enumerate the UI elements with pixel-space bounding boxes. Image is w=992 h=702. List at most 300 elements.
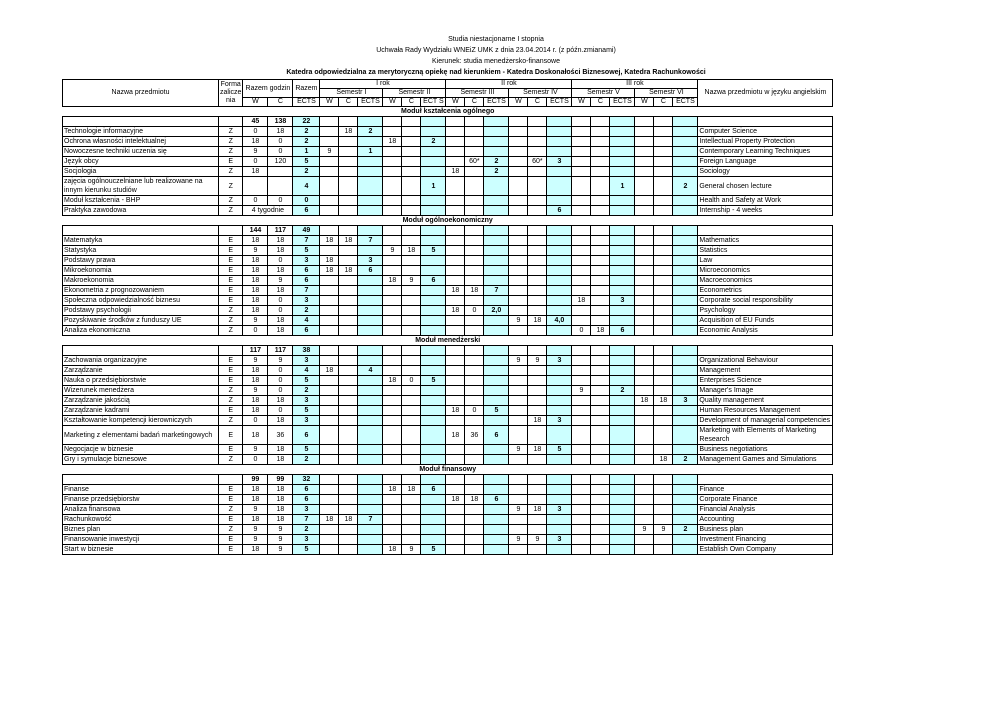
subject-row [63, 495, 833, 505]
s3-ects-header: ECTS [484, 98, 509, 107]
semester-hours [383, 296, 402, 306]
semester-hours [446, 396, 465, 406]
semester-ects [358, 505, 383, 515]
semester-ects [421, 256, 446, 266]
semester-hours [402, 316, 421, 326]
semester-hours [383, 445, 402, 455]
semester-hours [339, 406, 358, 416]
subject-row [63, 326, 833, 336]
lecture-hours: 18 [243, 426, 268, 445]
semester-ects [547, 276, 572, 286]
semester-hours: 18 [383, 137, 402, 147]
semester-hours [654, 236, 673, 246]
subject-row [63, 535, 833, 545]
s4-ects-header: ECTS [547, 98, 572, 107]
semester-ects [421, 236, 446, 246]
totals-semester-cell [610, 226, 635, 236]
semester-hours [446, 326, 465, 336]
subject-name: Społeczna odpowiedzialność biznesu [63, 296, 219, 306]
semester-hours [591, 416, 610, 426]
semester-ects: 3 [610, 296, 635, 306]
semester-hours [572, 426, 591, 445]
subject-name: Kształtowanie kompetencji kierowniczych [63, 416, 219, 426]
semester-hours: 18 [320, 236, 339, 246]
semester-hours [591, 455, 610, 465]
semester-hours [383, 286, 402, 296]
semester-hours [446, 525, 465, 535]
semester-hours [572, 406, 591, 416]
subject-name: Matematyka [63, 236, 219, 246]
semester-ects [547, 326, 572, 336]
semester-ects [421, 416, 446, 426]
semester-ects: 6 [421, 276, 446, 286]
year1-header: I rok [320, 80, 446, 89]
semester-hours [465, 276, 484, 286]
semester-hours [339, 535, 358, 545]
semester-hours [528, 386, 547, 396]
semester5-header: Semestr V [572, 89, 635, 98]
semester-ects [358, 356, 383, 366]
semester-ects [673, 196, 698, 206]
s4-c-header: Ć [528, 98, 547, 107]
assessment-form: Z [219, 326, 243, 336]
lecture-hours: 18 [243, 515, 268, 525]
english-subject-name: Business plan [698, 525, 833, 535]
semester-ects [610, 236, 635, 246]
semester-ects: 3 [358, 256, 383, 266]
semester-hours [635, 505, 654, 515]
semester-hours [446, 515, 465, 525]
s6-ects-header: ECTS [673, 98, 698, 107]
semester-hours [635, 256, 654, 266]
semester-ects [484, 326, 509, 336]
semester-ects [547, 515, 572, 525]
subject-row [63, 455, 833, 465]
totals-semester-cell [654, 226, 673, 236]
semester-hours [591, 545, 610, 555]
exercise-hours: 18 [268, 445, 293, 455]
semester-ects [547, 167, 572, 177]
semester-hours: 18 [572, 296, 591, 306]
semester-ects [358, 426, 383, 445]
semester-ects [610, 356, 635, 366]
semester-hours [591, 196, 610, 206]
semester-ects [484, 316, 509, 326]
section-header-row [63, 465, 833, 475]
semester-ects [547, 406, 572, 416]
subject-name: Rachunkowość [63, 515, 219, 525]
assessment-form: Z [219, 416, 243, 426]
semester-ects: 2 [484, 157, 509, 167]
semester-ects [610, 515, 635, 525]
subject-ects: 6 [293, 266, 320, 276]
semester-hours: 0 [572, 326, 591, 336]
semester-hours [465, 376, 484, 386]
resolution-line: Uchwała Rady Wydziału WNEiZ UMK z dnia 23.04.2014 r. (z późn.zmianami) [376, 47, 616, 54]
subject-row [63, 177, 833, 196]
semester-hours: 9 [509, 505, 528, 515]
lecture-hours: 18 [243, 366, 268, 376]
semester-hours [654, 256, 673, 266]
subject-row [63, 196, 833, 206]
semester-hours [509, 256, 528, 266]
exercise-hours: 9 [268, 545, 293, 555]
semester-hours [528, 426, 547, 445]
semester-ects [358, 246, 383, 256]
assessment-form: E [219, 256, 243, 266]
semester-hours [509, 366, 528, 376]
english-subject-name: General chosen lecture [698, 177, 833, 196]
semester-ects [421, 366, 446, 376]
semester-ects [673, 256, 698, 266]
semester-ects [421, 316, 446, 326]
subject-ects: 5 [293, 246, 320, 256]
semester-ects [421, 455, 446, 465]
semester-hours [402, 525, 421, 535]
assessment-form: E [219, 276, 243, 286]
english-subject-name: Sociology [698, 167, 833, 177]
totals-semester-cell [402, 226, 421, 236]
subject-ects: 6 [293, 276, 320, 286]
semester-hours: 18 [635, 396, 654, 406]
semester-hours [509, 485, 528, 495]
semester-hours [635, 306, 654, 316]
total-lecture-hours: 99 [243, 475, 268, 485]
semester-hours: 9 [509, 356, 528, 366]
subject-ects: 5 [293, 376, 320, 386]
semester-hours [654, 376, 673, 386]
lecture-hours: 9 [243, 316, 268, 326]
semester-hours [383, 426, 402, 445]
semester-hours [591, 406, 610, 416]
semester-hours [446, 455, 465, 465]
semester-hours [465, 246, 484, 256]
semester-hours: 18 [383, 545, 402, 555]
lecture-hours: 0 [243, 196, 268, 206]
totals-semester-cell [547, 226, 572, 236]
semester-hours [572, 286, 591, 296]
semester-hours [509, 455, 528, 465]
semester-ects [484, 266, 509, 276]
subject-row [63, 256, 833, 266]
semester3-header: Semestr III [446, 89, 509, 98]
semester-ects [610, 426, 635, 445]
semester-hours [509, 386, 528, 396]
semester-hours [528, 406, 547, 416]
semester-hours [572, 266, 591, 276]
semester-hours [591, 356, 610, 366]
totals-semester-cell [610, 117, 635, 127]
subject-row [63, 396, 833, 406]
semester-hours [591, 147, 610, 157]
totals-semester-cell [465, 226, 484, 236]
semester-hours [446, 296, 465, 306]
exercise-hours [268, 167, 293, 177]
semester6-header: Semestr VI [635, 89, 698, 98]
subject-name: Statystyka [63, 246, 219, 256]
semester-hours [383, 525, 402, 535]
semester-hours [465, 236, 484, 246]
semester-hours [465, 545, 484, 555]
semester-hours [446, 505, 465, 515]
lecture-hours: 18 [243, 167, 268, 177]
semester-hours [654, 276, 673, 286]
semester-hours [402, 445, 421, 455]
semester-ects [484, 276, 509, 286]
semester-hours [339, 246, 358, 256]
semester-ects [673, 266, 698, 276]
lecture-hours: 18 [243, 286, 268, 296]
subject-name: Nowoczesne techniki uczenia się [63, 147, 219, 157]
semester-hours: 18 [528, 316, 547, 326]
semester-hours [402, 386, 421, 396]
semester-hours [572, 147, 591, 157]
lecture-hours: 18 [243, 296, 268, 306]
english-subject-name: Organizational Behaviour [698, 356, 833, 366]
semester-hours [465, 515, 484, 525]
semester-hours [339, 147, 358, 157]
semester-hours [591, 376, 610, 386]
semester-ects [421, 426, 446, 445]
semester-ects: 5 [421, 246, 446, 256]
subject-name: Zachowania organizacyjne [63, 356, 219, 366]
semester-ects [421, 356, 446, 366]
totals-semester-cell [484, 475, 509, 485]
totals-semester-cell [547, 117, 572, 127]
semester-hours [509, 286, 528, 296]
totals-semester-cell [320, 117, 339, 127]
lecture-hours: 9 [243, 445, 268, 455]
semester-ects [358, 196, 383, 206]
semester-ects [547, 296, 572, 306]
totals-semester-cell [446, 226, 465, 236]
subject-row [63, 356, 833, 366]
totals-semester-cell [465, 117, 484, 127]
semester-ects [484, 147, 509, 157]
semester-ects [547, 366, 572, 376]
subject-ects: 3 [293, 535, 320, 545]
semester-ects: 7 [358, 515, 383, 525]
exercise-hours: 18 [268, 127, 293, 137]
semester-hours: 18 [383, 376, 402, 386]
semester-ects [547, 147, 572, 157]
semester-ects: 6 [421, 485, 446, 495]
lecture-hours: 18 [243, 276, 268, 286]
semester-hours: 36 [465, 426, 484, 445]
semester-ects [484, 525, 509, 535]
semester-hours [446, 137, 465, 147]
semester-hours [320, 127, 339, 137]
lecture-hours: 0 [243, 416, 268, 426]
semester-ects [358, 137, 383, 147]
semester-ects [673, 416, 698, 426]
semester-ects [358, 545, 383, 555]
totals-semester-cell [358, 346, 383, 356]
semester-hours [635, 177, 654, 196]
semester-ects: 4,0 [547, 316, 572, 326]
subject-row [63, 416, 833, 426]
semester-hours [509, 167, 528, 177]
semester-hours [591, 157, 610, 167]
semester-ects [358, 376, 383, 386]
subject-name: Finanse przedsiębiorstw [63, 495, 219, 505]
english-subject-name: Economic Analysis [698, 326, 833, 336]
semester-ects [484, 366, 509, 376]
semester-hours [572, 356, 591, 366]
subject-row [63, 236, 833, 246]
semester-ects [358, 495, 383, 505]
totals-semester-cell [591, 475, 610, 485]
semester-ects [547, 396, 572, 406]
semester-hours [509, 296, 528, 306]
lecture-hours: 0 [243, 455, 268, 465]
semester-hours [572, 246, 591, 256]
totals-spacer [219, 475, 243, 485]
totals-semester-cell [635, 346, 654, 356]
totals-semester-cell [320, 346, 339, 356]
semester-ects [673, 246, 698, 256]
english-subject-name: Intellectual Property Protection [698, 137, 833, 147]
assessment-form: E [219, 266, 243, 276]
subject-ects: 5 [293, 545, 320, 555]
semester-hours [591, 535, 610, 545]
semester-hours [446, 246, 465, 256]
semester-hours: 9 [320, 147, 339, 157]
semester-hours [339, 495, 358, 505]
semester-ects [610, 495, 635, 505]
semester-hours [654, 306, 673, 316]
semester-hours [528, 137, 547, 147]
semester-hours: 18 [339, 236, 358, 246]
semester-ects [673, 426, 698, 445]
semester-hours [591, 246, 610, 256]
semester-ects [673, 406, 698, 416]
semester-hours [402, 535, 421, 545]
semester-ects [421, 326, 446, 336]
semester-hours [446, 276, 465, 286]
semester-ects: 2 [358, 127, 383, 137]
totals-spacer [63, 226, 219, 236]
totals-semester-cell [383, 226, 402, 236]
semester-hours [572, 137, 591, 147]
semester-ects [547, 376, 572, 386]
subject-ects: 2 [293, 137, 320, 147]
semester-hours: 9 [383, 246, 402, 256]
semester-hours: 9 [528, 535, 547, 545]
semester-hours [339, 366, 358, 376]
semester-hours [465, 455, 484, 465]
semester-ects [547, 246, 572, 256]
semester-hours [320, 196, 339, 206]
semester-hours [446, 386, 465, 396]
assessment-form: E [219, 376, 243, 386]
semester-hours [509, 177, 528, 196]
semester-hours [635, 545, 654, 555]
semester-hours [465, 535, 484, 545]
totals-spacer [63, 117, 219, 127]
semester-ects [547, 386, 572, 396]
subject-name: Negocjacje w biznesie [63, 445, 219, 455]
exercise-hours: 18 [268, 396, 293, 406]
semester-hours [446, 485, 465, 495]
semester-hours [528, 545, 547, 555]
semester-ects [673, 206, 698, 216]
semester-hours [339, 356, 358, 366]
subject-name: Analiza ekonomiczna [63, 326, 219, 336]
semester-ects [610, 266, 635, 276]
exercise-hours: 120 [268, 157, 293, 167]
semester-ects [610, 455, 635, 465]
semester-hours [339, 316, 358, 326]
semester-hours [402, 326, 421, 336]
semester-hours: 18 [383, 276, 402, 286]
s2-c-header: Ć [402, 98, 421, 107]
semester-hours [402, 127, 421, 137]
semester-ects: 6 [484, 495, 509, 505]
totals-spacer [698, 226, 833, 236]
subject-row [63, 445, 833, 455]
semester-ects: 2 [673, 177, 698, 196]
semester-hours [320, 406, 339, 416]
semester-hours [509, 157, 528, 167]
semester-ects [484, 196, 509, 206]
exercise-hours: 0 [268, 137, 293, 147]
semester-ects [358, 445, 383, 455]
lecture-hours: 18 [243, 236, 268, 246]
semester-ects: 2 [673, 455, 698, 465]
subject-row [63, 386, 833, 396]
semester-hours [572, 445, 591, 455]
semester-ects [484, 206, 509, 216]
english-subject-name: Enterprises Science [698, 376, 833, 386]
semester-hours [465, 505, 484, 515]
semester-hours [572, 376, 591, 386]
semester-hours [572, 206, 591, 216]
semester-hours [654, 157, 673, 167]
semester-ects [358, 416, 383, 426]
semester-hours [320, 535, 339, 545]
semester1-header: Semestr I [320, 89, 383, 98]
semester-ects [673, 296, 698, 306]
semester-hours: 9 [509, 316, 528, 326]
exercise-hours: 18 [268, 495, 293, 505]
semester-ects [547, 545, 572, 555]
ects-header: ECTS [293, 98, 320, 107]
semester-hours [528, 246, 547, 256]
semester-ects [673, 356, 698, 366]
semester-hours [591, 386, 610, 396]
semester-hours [383, 177, 402, 196]
semester-hours [509, 495, 528, 505]
section-header-row [63, 336, 833, 346]
subject-name: Mikroekonomia [63, 266, 219, 276]
semester-hours: 0 [465, 406, 484, 416]
semester-hours [339, 426, 358, 445]
total-exercise-hours: 117 [268, 226, 293, 236]
semester-hours: 18 [320, 266, 339, 276]
english-subject-name: Human Resources Management [698, 406, 833, 416]
assessment-form: E [219, 236, 243, 246]
semester-ects [610, 316, 635, 326]
subject-ects: 5 [293, 157, 320, 167]
section-title: Moduł ogólnoekonomiczny [63, 216, 833, 226]
subject-name: Nauka o przedsiębiorstwie [63, 376, 219, 386]
semester-ects [547, 286, 572, 296]
semester-hours [339, 256, 358, 266]
semester-hours [383, 386, 402, 396]
subject-row [63, 266, 833, 276]
semester-hours [383, 306, 402, 316]
